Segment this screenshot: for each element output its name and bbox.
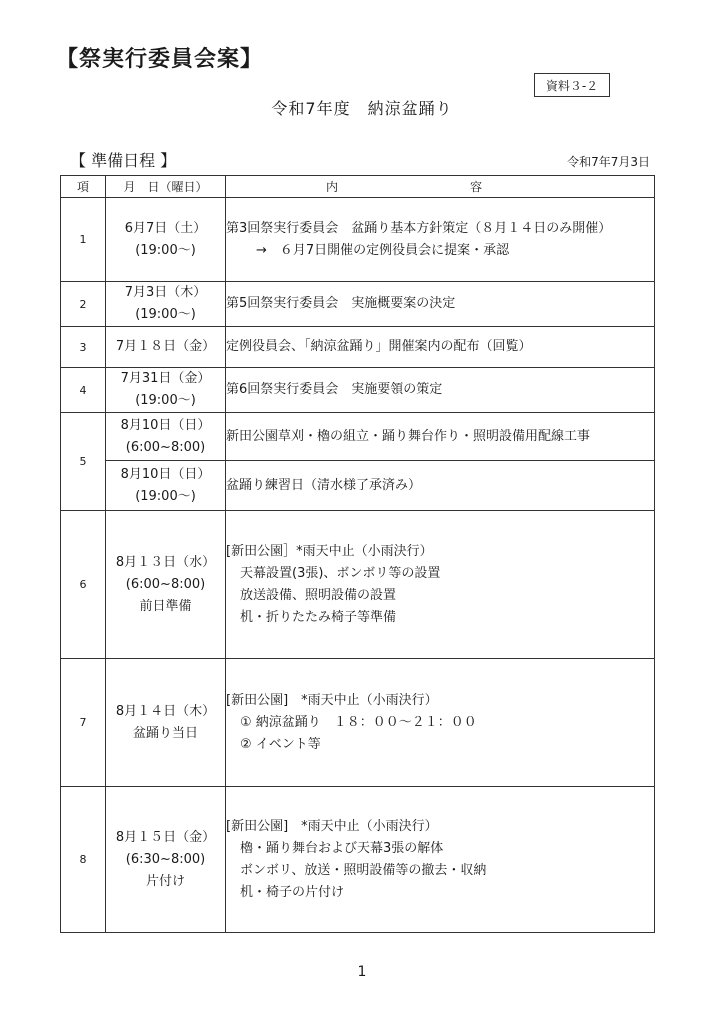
date-line: 8月１３日（水） bbox=[115, 554, 216, 570]
date-line: 6月7日（土） bbox=[124, 220, 207, 236]
row-date bbox=[106, 511, 226, 659]
note-line: 前日準備 bbox=[139, 598, 192, 614]
header-content-a: 内 bbox=[326, 180, 339, 194]
document-date: 令和7年7月3日 bbox=[567, 155, 650, 169]
table-row bbox=[61, 511, 655, 659]
table-header-row bbox=[61, 176, 655, 198]
row-date bbox=[106, 787, 226, 933]
document-title: 令和7年度 納涼盆踊り bbox=[271, 99, 453, 118]
row-no: 8 bbox=[61, 787, 106, 933]
row-no: 3 bbox=[61, 327, 106, 368]
content-line: 天幕設置(3張)、ボンボリ等の設置 bbox=[240, 565, 441, 581]
date-line: 8月10日（日） bbox=[120, 466, 211, 482]
content-line: 櫓・踊り舞台および天幕3張の解体 bbox=[240, 840, 444, 856]
content-line: [新田公園］*雨天中止（小雨決行） bbox=[226, 543, 433, 559]
row-content bbox=[226, 511, 655, 659]
time-line: (19:00～) bbox=[135, 307, 196, 322]
time-line: (19:00～) bbox=[135, 393, 196, 408]
time-line: (6:00~8:00) bbox=[125, 576, 206, 592]
row-date bbox=[106, 198, 226, 282]
row-no: 7 bbox=[61, 659, 106, 787]
row-no: 1 bbox=[61, 198, 106, 282]
date-line: 8月１５日（金） bbox=[115, 829, 216, 845]
row-no: 5 bbox=[61, 413, 106, 511]
row-date bbox=[106, 282, 226, 327]
content-line: 机・折りたたみ椅子等準備 bbox=[240, 609, 397, 625]
table-row bbox=[61, 787, 655, 933]
note-line: 片付け bbox=[145, 873, 185, 889]
content-line: [新田公園] *雨天中止（小雨決行） bbox=[226, 818, 438, 834]
time-line: (19:00～) bbox=[135, 242, 196, 258]
row-date bbox=[106, 413, 226, 461]
date-line: 7月１８日（金） bbox=[115, 339, 216, 354]
content-line: [新田公園] *雨天中止（小雨決行） bbox=[226, 692, 438, 708]
section-title: 【 準備日程 】 bbox=[70, 151, 177, 170]
time-line: (6:00~8:00) bbox=[125, 439, 206, 455]
row-date bbox=[106, 368, 226, 413]
row-date bbox=[106, 659, 226, 787]
date-line: 7月31日（金） bbox=[120, 371, 211, 386]
content-line: 放送設備、照明設備の設置 bbox=[240, 587, 397, 603]
table-row bbox=[61, 461, 655, 511]
date-line: 7月3日（木） bbox=[124, 285, 207, 300]
row-content bbox=[226, 327, 655, 368]
table-row bbox=[61, 413, 655, 461]
row-date bbox=[106, 327, 226, 368]
schedule-table bbox=[60, 175, 655, 933]
row-content bbox=[226, 368, 655, 413]
date-line: 8月１４日（木） bbox=[115, 703, 216, 719]
row-content bbox=[226, 413, 655, 461]
content-line: ② イベント等 bbox=[240, 736, 321, 752]
header-content-b: 容 bbox=[470, 180, 483, 194]
date-line: 8月10日（日） bbox=[120, 417, 211, 433]
document-reference-box: 資料３-２ bbox=[534, 73, 610, 97]
row-content bbox=[226, 198, 655, 282]
page-number: 1 bbox=[357, 964, 367, 980]
table-row bbox=[61, 659, 655, 787]
row-date bbox=[106, 461, 226, 511]
row-no: 2 bbox=[61, 282, 106, 327]
content-line: → ６月7日開催の定例役員会に提案・承認 bbox=[256, 242, 510, 258]
content-line: 盆踊り練習日（清水様了承済み） bbox=[226, 477, 422, 493]
table-row bbox=[61, 327, 655, 368]
row-content bbox=[226, 282, 655, 327]
table-row bbox=[61, 368, 655, 413]
header-date: 月 日（曜日） bbox=[106, 176, 226, 198]
content-line: ボンボリ、放送・照明設備等の撤去・収納 bbox=[240, 862, 487, 878]
row-no: 4 bbox=[61, 368, 106, 413]
content-line: 机・椅子の片付け bbox=[240, 884, 345, 900]
row-content bbox=[226, 659, 655, 787]
time-line: (19:00～) bbox=[135, 488, 196, 504]
content-line: ① 納涼盆踊り １８：００～２１：００ bbox=[240, 714, 477, 730]
time-line: (6:30~8:00) bbox=[125, 851, 206, 867]
content-line: 定例役員会、「納涼盆踊り」開催案内の配布（回覧） bbox=[226, 339, 532, 354]
content-line: 第6回祭実行委員会 実施要領の策定 bbox=[226, 382, 443, 397]
row-content bbox=[226, 787, 655, 933]
header-no: 項 bbox=[61, 176, 106, 198]
content-line: 第3回祭実行委員会 盆踊り基本方針策定（８月１４日のみ開催） bbox=[226, 220, 612, 236]
row-content bbox=[226, 461, 655, 511]
table-row bbox=[61, 282, 655, 327]
row-no: 6 bbox=[61, 511, 106, 659]
content-line: 第5回祭実行委員会 実施概要案の決定 bbox=[226, 296, 456, 311]
note-line: 盆踊り当日 bbox=[132, 725, 198, 741]
header-content bbox=[226, 176, 655, 198]
content-line: 新田公園草刈・櫓の組立・踊り舞台作り・照明設備用配線工事 bbox=[226, 428, 591, 444]
table-row bbox=[61, 198, 655, 282]
document-header-title: 【祭実行委員会案】 bbox=[56, 47, 264, 72]
